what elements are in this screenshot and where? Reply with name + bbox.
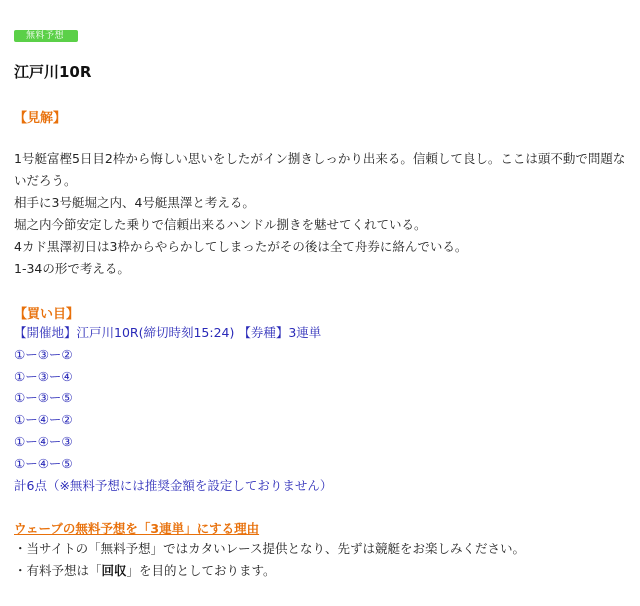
bet-combo: ①ー③ー⑤	[14, 390, 73, 406]
analysis-paragraph: 相手に3号艇堀之内、4号艇黒澤と考える。	[14, 195, 255, 210]
reason-item: ・当サイトの「無料予想」ではカタいレース提供となり、先ずは競艇をお楽しみください。	[14, 541, 526, 556]
analysis-paragraph: 堀之内今節安定した乗りで信頼出来るハンドル捌きを魅せてくれている。	[14, 217, 427, 232]
free-prediction-badge: 無料予想	[14, 30, 78, 42]
bets-total: 計6点（※無料予想には推奨金額を設定しておりません）	[14, 477, 333, 493]
page-title: 江戸川10R	[14, 63, 92, 81]
analysis-paragraph: 4カド黒澤初日は3枠からやらかしてしまったがその後は全て舟券に絡んでいる。	[14, 239, 468, 254]
bet-combo: ①ー④ー②	[14, 412, 73, 428]
reason-item-prefix: ・有料予想は「	[14, 563, 102, 578]
reason-list	[14, 538, 525, 582]
analysis-body	[14, 148, 634, 280]
bet-combo: ①ー③ー②	[14, 346, 73, 362]
bet-combo: ①ー④ー⑤	[14, 455, 73, 471]
reason-item-emphasis: 回収	[101, 563, 127, 578]
reason-title: ウェーブの無料予想を「3連単」にする理由	[14, 521, 260, 536]
bets-heading: 【買い目】	[14, 307, 80, 322]
bets-list	[14, 322, 332, 496]
reason-item-suffix: 」を目的としております。	[126, 563, 276, 578]
bet-combo: ①ー④ー③	[14, 433, 73, 449]
reason-item	[14, 560, 525, 582]
analysis-heading: 【見解】	[14, 111, 67, 126]
bet-combo: ①ー③ー④	[14, 368, 73, 384]
analysis-paragraph: 1-34の形で考える。	[14, 261, 130, 276]
article	[14, 23, 634, 578]
bets-meta: 【開催地】江戸川10R(締切時刻15:24) 【券種】3連単	[14, 325, 322, 340]
analysis-paragraph: 1号艇富樫5日目2枠から悔しい思いをしたがイン捌きしっかり出来る。信頼して良し。ここは頭不動で問題ないだろう。	[14, 151, 626, 188]
